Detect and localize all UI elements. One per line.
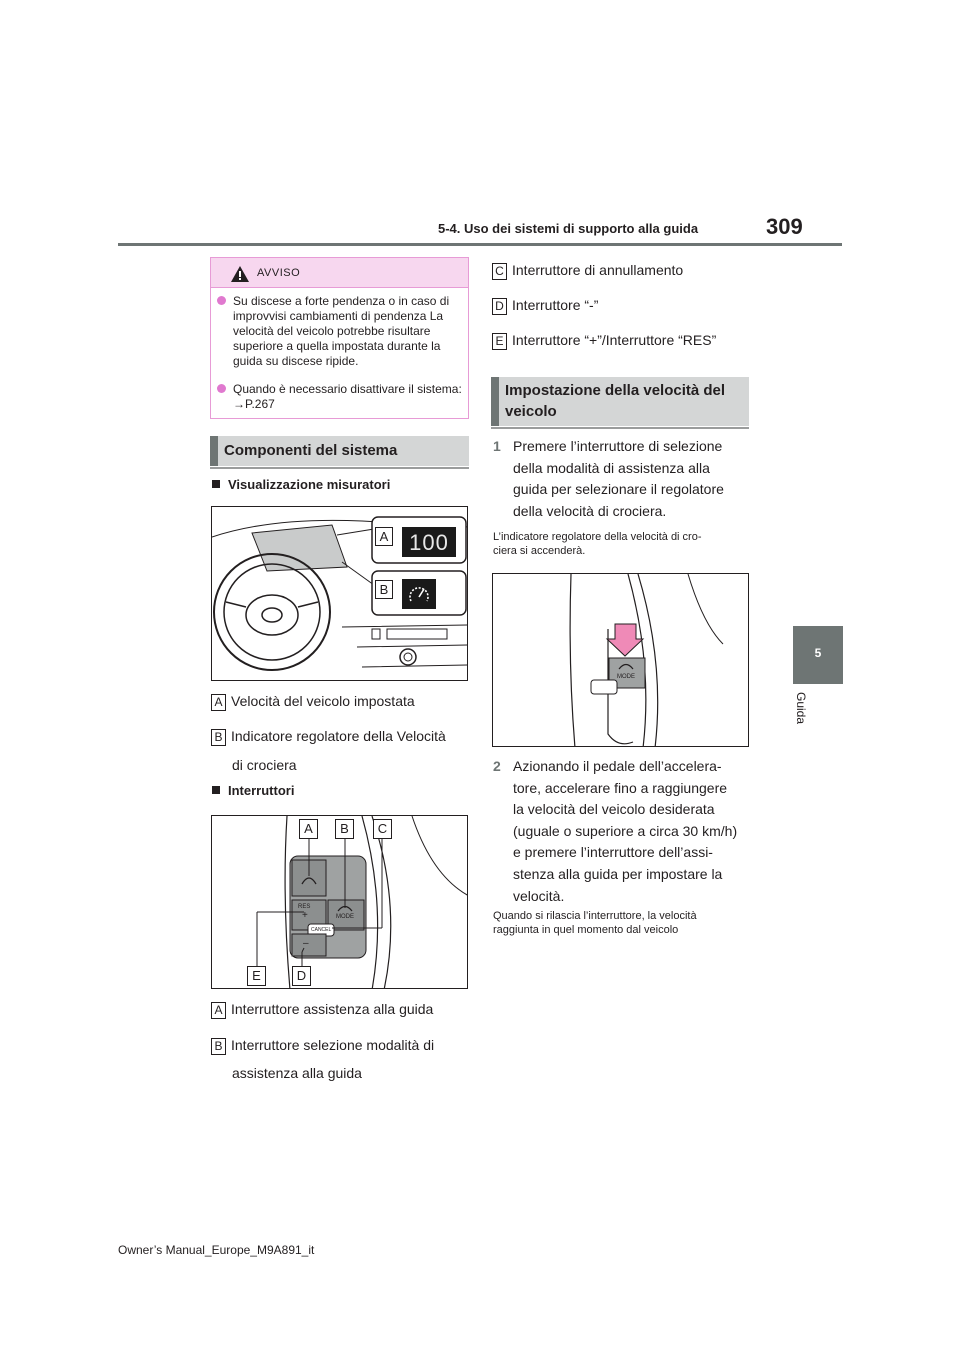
mode-label: MODE bbox=[617, 674, 635, 680]
callout-d: D bbox=[292, 966, 311, 986]
square-bullet-icon bbox=[212, 480, 220, 488]
warning-item-text: Su discese a forte pendenza o in caso di improvvisi cambiamenti di pendenza La velocità del veicolo potrebbe risultare superiore a quella impostata durante la guida su discese ripide. bbox=[233, 294, 450, 368]
list-item bbox=[492, 260, 683, 280]
chapter-label: Guida bbox=[794, 692, 808, 725]
mode-switch-figure bbox=[492, 573, 749, 747]
note-line: raggiunta in quel momento dal veicolo bbox=[493, 924, 679, 936]
section-title: 5-4. Uso dei sistemi di supporto alla guida bbox=[438, 221, 699, 236]
label-box: A bbox=[211, 1002, 226, 1019]
callout-b: B bbox=[335, 819, 354, 839]
label-box: E bbox=[492, 333, 507, 350]
warning-item bbox=[217, 382, 463, 414]
warning-box bbox=[210, 257, 469, 419]
step-line: e premere l’interruttore dell’assi- bbox=[513, 844, 713, 861]
res-label: RES bbox=[298, 904, 311, 910]
warning-title: AVVISO bbox=[257, 267, 301, 279]
square-bullet-icon bbox=[212, 786, 220, 794]
step-line: la velocità del veicolo desiderata bbox=[513, 801, 715, 818]
list-item-text: Velocità del veicolo impostata bbox=[231, 693, 415, 709]
section-heading-speed bbox=[491, 377, 749, 426]
list-item-text: Interruttore “-” bbox=[512, 297, 599, 313]
chapter-number: 5 bbox=[814, 646, 822, 660]
mode-switch-illustration bbox=[493, 574, 749, 747]
page-number: 309 bbox=[766, 214, 803, 239]
callout-c: C bbox=[373, 819, 392, 839]
mode-label: MODE bbox=[336, 914, 354, 920]
step-line: tore, accelerare fino a raggiungere bbox=[513, 779, 728, 796]
step-number: 1 bbox=[493, 438, 501, 454]
list-item bbox=[211, 691, 415, 711]
list-item-continuation: assistenza alla guida bbox=[232, 1065, 362, 1081]
note-line: Quando si rilascia l’interruttore, la velocità bbox=[493, 910, 697, 922]
label-box: B bbox=[211, 1038, 226, 1055]
list-item-text: Indicatore regolatore della Velocità bbox=[231, 728, 446, 744]
list-item-text: Interruttore selezione modalità di bbox=[231, 1037, 435, 1053]
section-heading-line2: veicolo bbox=[505, 403, 557, 420]
switches-subheading-text: Interruttori bbox=[228, 783, 295, 798]
section-heading-text: Componenti del sistema bbox=[224, 442, 398, 459]
meter-figure bbox=[211, 506, 468, 681]
minus-label: – bbox=[303, 938, 309, 949]
step-line: guida per selezionare il regolatore bbox=[513, 481, 724, 498]
section-rule bbox=[210, 467, 469, 469]
section-rule bbox=[491, 427, 749, 429]
list-item-text: Interruttore assistenza alla guida bbox=[231, 1001, 434, 1017]
switches-illustration bbox=[212, 816, 468, 989]
warning-header bbox=[211, 258, 468, 288]
switches-subheading bbox=[212, 783, 294, 798]
step-line: (uguale o superiore a circa 30 km/h) bbox=[513, 822, 738, 839]
step-text bbox=[513, 436, 749, 522]
list-item-text: Interruttore “+”/Interruttore “RES” bbox=[512, 332, 717, 348]
plus-label: + bbox=[302, 910, 308, 921]
warning-triangle-icon bbox=[231, 266, 249, 282]
section-heading-components bbox=[210, 436, 469, 466]
cancel-label: CANCEL bbox=[311, 927, 332, 933]
step-line: della modalità di assistenza alla bbox=[513, 459, 710, 476]
list-item bbox=[492, 295, 598, 315]
step-line: stenza alla guida per impostare la bbox=[513, 865, 723, 882]
warning-item bbox=[217, 294, 463, 370]
bullet-icon bbox=[217, 296, 226, 305]
step-line: della velocità di crociera. bbox=[513, 502, 667, 519]
note-line: ciera si accenderà. bbox=[493, 545, 586, 557]
callout-e: E bbox=[247, 966, 266, 986]
label-box: B bbox=[211, 729, 226, 746]
step-number: 2 bbox=[493, 758, 501, 774]
step-line: Azionando il pedale dell’accelera- bbox=[513, 758, 722, 774]
step-text bbox=[513, 756, 753, 907]
label-box: D bbox=[492, 298, 507, 315]
section-heading-line1: Impostazione della velocità del bbox=[505, 382, 726, 399]
note-line: L’indicatore regolatore della velocità di cro- bbox=[493, 531, 702, 543]
bullet-icon bbox=[217, 384, 226, 393]
callout-b: B bbox=[375, 580, 393, 599]
step-note bbox=[493, 530, 749, 558]
warning-item-text: Quando è necessario disattivare il sistema: →P.267 bbox=[233, 382, 462, 411]
list-item-continuation: di crociera bbox=[232, 757, 297, 773]
step-line: Premere l’interruttore di selezione bbox=[513, 438, 723, 454]
switches-figure bbox=[211, 815, 468, 989]
list-item bbox=[211, 999, 433, 1019]
meter-subheading bbox=[212, 477, 390, 492]
callout-a: A bbox=[375, 527, 393, 546]
label-box: C bbox=[492, 263, 507, 280]
list-item-text: Interruttore di annullamento bbox=[512, 262, 684, 278]
footer-text: Owner’s Manual_Europe_M9A891_it bbox=[118, 1243, 315, 1257]
label-box: A bbox=[211, 694, 226, 711]
chapter-tab bbox=[793, 626, 843, 684]
callout-a: A bbox=[299, 819, 318, 839]
list-item bbox=[211, 1035, 434, 1055]
set-speed-display: 100 bbox=[409, 530, 449, 555]
header-rule bbox=[118, 243, 842, 246]
step-note bbox=[493, 909, 749, 937]
list-item bbox=[492, 330, 716, 350]
list-item bbox=[211, 726, 446, 746]
meter-subheading-text: Visualizzazione misuratori bbox=[228, 477, 391, 492]
step-line: velocità. bbox=[513, 887, 565, 904]
